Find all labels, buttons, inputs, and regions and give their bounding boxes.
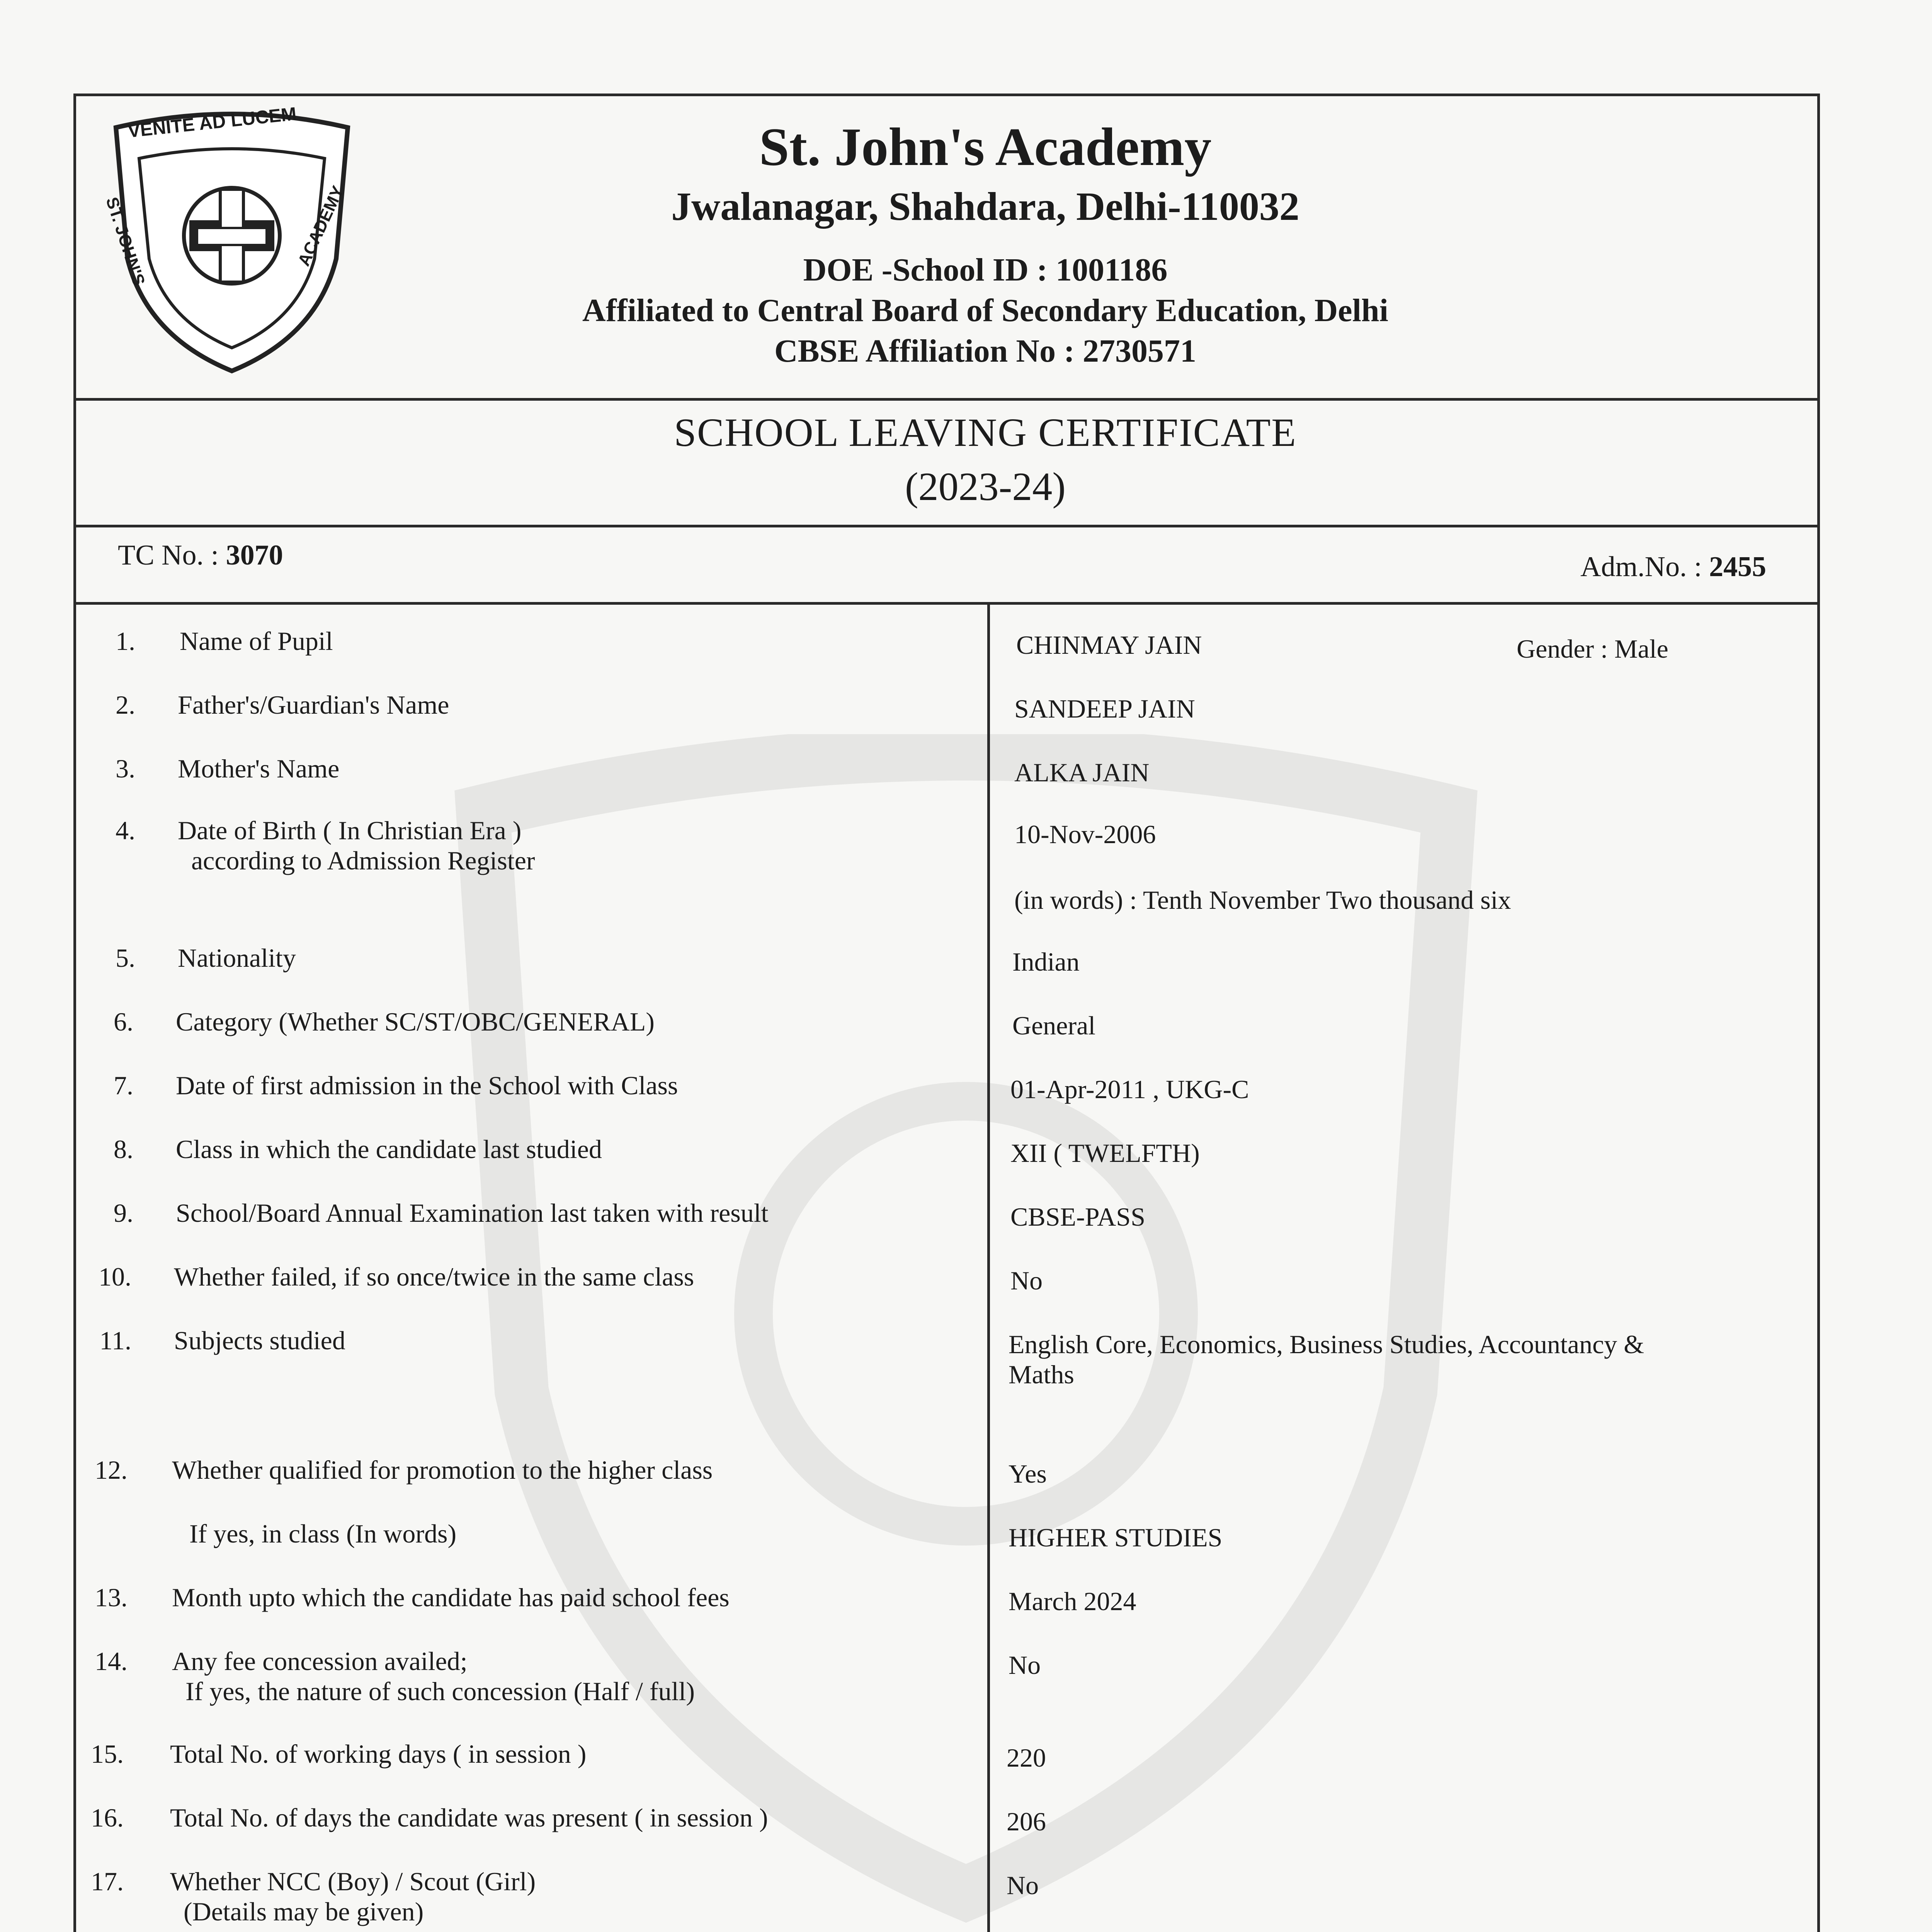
row-value: 220 [1007, 1743, 1046, 1772]
row-value: 10-Nov-2006 [1014, 820, 1156, 849]
row-number: 11. [99, 1326, 131, 1355]
row-value: 01-Apr-2011 , UKG-C [1010, 1075, 1249, 1104]
cbse-affiliation-no: CBSE Affiliation No : 2730571 [774, 333, 1197, 369]
row-value: March 2024 [1009, 1587, 1136, 1616]
row-number: 14. [95, 1646, 128, 1676]
row-label: Mother's Name [178, 754, 340, 783]
row-label: Month upto which the candidate has paid school fees [172, 1583, 730, 1612]
row-label: Whether qualified for promotion to the higher class [172, 1455, 713, 1485]
gender: Gender : Male [1517, 634, 1668, 663]
tc-value: 3070 [226, 539, 283, 571]
row-number: 2. [116, 690, 135, 719]
crest-name: ST. JOHN'S [102, 195, 149, 288]
row-value: 206 [1007, 1807, 1046, 1836]
row-number: 13. [95, 1583, 128, 1612]
row-label: Total No. of days the candidate was present ( in session ) [170, 1803, 768, 1832]
admission-number [1580, 551, 1766, 583]
row-label-continued: (Details may be given) [184, 1897, 424, 1926]
row-number: 12. [95, 1455, 128, 1485]
row-value: SANDEEP JAIN [1014, 694, 1195, 723]
row-label: Subjects studied [174, 1326, 345, 1355]
row-label: Date of first admission in the School with Class [176, 1071, 678, 1100]
row-label: Category (Whether SC/ST/OBC/GENERAL) [176, 1007, 655, 1036]
column-divider [987, 602, 990, 1932]
row-label: Class in which the candidate last studied [176, 1134, 602, 1164]
adm-label: Adm.No. : [1580, 551, 1709, 583]
row-value: HIGHER STUDIES [1009, 1523, 1223, 1552]
row-value: No [1010, 1266, 1043, 1295]
crest-motto: VENITE AD LUCEM [127, 104, 298, 142]
row-value: CHINMAY JAIN [1016, 630, 1202, 660]
row-label: Date of Birth ( In Christian Era ) [178, 816, 522, 845]
row-number: 15. [91, 1739, 124, 1769]
row-value: No [1007, 1871, 1039, 1900]
row-number: 6. [114, 1007, 133, 1036]
row-value-continued: (in words) : Tenth November Two thousand six [1014, 885, 1511, 915]
certificate-session: (2023-24) [905, 464, 1066, 509]
doe-school-id: DOE -School ID : 1001186 [803, 252, 1168, 288]
row-number: 5. [116, 943, 135, 973]
row-label: Name of Pupil [180, 626, 333, 656]
tc-number [118, 539, 283, 572]
certificate-title: SCHOOL LEAVING CERTIFICATE [674, 410, 1297, 455]
affiliation: Affiliated to Central Board of Secondary Education, Delhi [582, 293, 1388, 328]
row-number: 16. [91, 1803, 124, 1832]
row-label: Whether NCC (Boy) / Scout (Girl) [170, 1867, 536, 1896]
row-number: 8. [114, 1134, 133, 1164]
school-name: St. John's Academy [759, 117, 1212, 177]
row-number: 7. [114, 1071, 133, 1100]
row-value: Indian [1012, 947, 1080, 976]
row-value: Yes [1009, 1459, 1047, 1488]
row-number: 3. [116, 754, 135, 783]
row-label: If yes, in class (In words) [189, 1519, 457, 1548]
row-value: XII ( TWELFTH) [1010, 1138, 1200, 1168]
divider-tc [73, 602, 1820, 605]
row-number: 10. [99, 1262, 131, 1291]
row-label: Any fee concession availed; [172, 1646, 468, 1676]
row-value-continued: Maths [1009, 1360, 1074, 1389]
row-value: CBSE-PASS [1010, 1202, 1146, 1231]
row-number: 1. [116, 626, 135, 656]
row-value: English Core, Economics, Business Studies, Accountancy & [1009, 1330, 1645, 1359]
row-label: Father's/Guardian's Name [178, 690, 449, 719]
row-label: Whether failed, if so once/twice in the same class [174, 1262, 694, 1291]
row-label: School/Board Annual Examination last taken with result [176, 1198, 769, 1228]
row-value: No [1009, 1650, 1041, 1680]
row-label: Nationality [178, 943, 296, 973]
row-label-continued: according to Admission Register [191, 846, 535, 875]
tc-label: TC No. : [118, 539, 226, 571]
divider-header [73, 398, 1820, 401]
row-label: Total No. of working days ( in session ) [170, 1739, 587, 1769]
row-value: General [1012, 1011, 1096, 1040]
row-value: ALKA JAIN [1014, 758, 1150, 787]
row-label-continued: If yes, the nature of such concession (Half / full) [185, 1677, 695, 1706]
crest-word: ACADEMY [294, 183, 348, 269]
row-number: 9. [114, 1198, 133, 1228]
row-number: 4. [116, 816, 135, 845]
divider-title [73, 525, 1820, 527]
adm-value: 2455 [1709, 551, 1766, 583]
school-address: Jwalanagar, Shahdara, Delhi-110032 [671, 184, 1299, 229]
row-number: 17. [91, 1867, 124, 1896]
